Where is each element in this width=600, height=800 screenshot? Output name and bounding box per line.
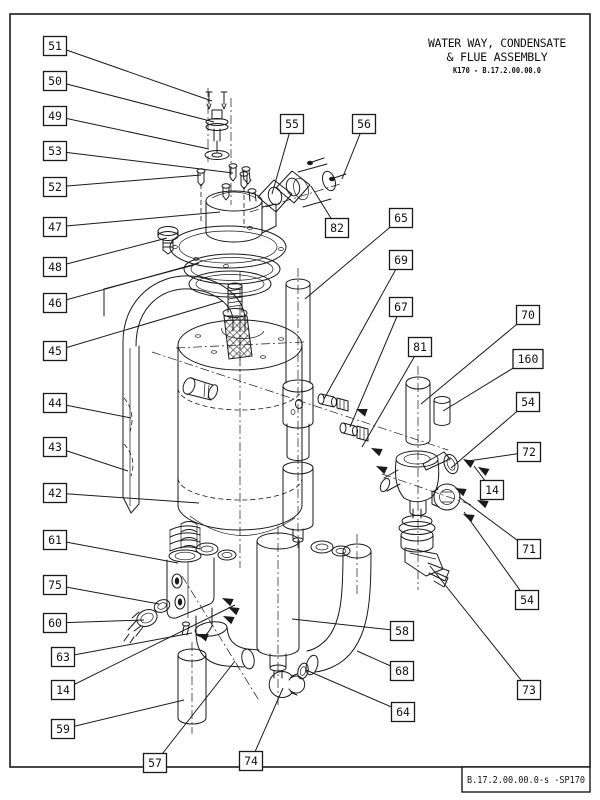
leader-line-42 bbox=[55, 493, 199, 503]
callout-number-45: 45 bbox=[48, 344, 62, 358]
callout-73 bbox=[518, 681, 541, 700]
callout-54 bbox=[517, 393, 540, 412]
callout-45 bbox=[44, 342, 67, 361]
leader-line-69 bbox=[324, 260, 401, 399]
callout-54 bbox=[516, 591, 539, 610]
leader-line-14 bbox=[63, 605, 235, 690]
callout-number-81: 81 bbox=[413, 340, 427, 354]
callout-number-70: 70 bbox=[521, 308, 535, 322]
doc-ref-block bbox=[462, 767, 590, 792]
leader-line-46 bbox=[55, 263, 199, 303]
leader-line-70 bbox=[421, 315, 528, 404]
callout-55 bbox=[281, 115, 304, 134]
leader-line-52 bbox=[55, 175, 201, 187]
callout-number-46: 46 bbox=[48, 296, 62, 310]
assembly-drawing bbox=[104, 88, 490, 734]
callout-number-57: 57 bbox=[148, 756, 162, 770]
callout-71 bbox=[518, 540, 541, 559]
callout-14 bbox=[52, 681, 75, 700]
title-line3: K170 - B.17.2.00.00.0 bbox=[453, 66, 542, 75]
callout-64 bbox=[392, 703, 415, 722]
leader-line-73 bbox=[430, 566, 529, 690]
callout-number-75: 75 bbox=[48, 578, 62, 592]
callout-42 bbox=[44, 484, 67, 503]
leader-line-49 bbox=[55, 116, 209, 149]
callout-49 bbox=[44, 107, 67, 126]
leader-line-57 bbox=[155, 661, 235, 763]
title-block bbox=[428, 36, 566, 75]
callout-number-48: 48 bbox=[48, 260, 62, 274]
callout-leaders bbox=[55, 46, 529, 763]
callout-number-42: 42 bbox=[48, 486, 62, 500]
relief-valve-drawing bbox=[399, 509, 449, 587]
callout-number-54: 54 bbox=[520, 593, 534, 607]
leader-line-50 bbox=[55, 81, 214, 122]
callout-53 bbox=[44, 142, 67, 161]
leader-line-45 bbox=[55, 301, 223, 351]
callout-43 bbox=[44, 438, 67, 457]
callout-number-160: 160 bbox=[517, 352, 539, 366]
valve-assembly-drawing bbox=[378, 451, 460, 516]
callout-number-82: 82 bbox=[330, 221, 344, 235]
callout-14 bbox=[481, 481, 504, 500]
callout-number-64: 64 bbox=[396, 705, 410, 719]
callout-number-49: 49 bbox=[48, 109, 62, 123]
callout-number-56: 56 bbox=[357, 117, 371, 131]
leader-line-55 bbox=[272, 124, 292, 194]
callout-number-73: 73 bbox=[522, 683, 536, 697]
title-line1: WATER WAY, CONDENSATE bbox=[428, 36, 567, 50]
flue-adapter-drawing bbox=[242, 158, 346, 212]
callout-number-65: 65 bbox=[394, 211, 408, 225]
callout-160 bbox=[513, 350, 543, 369]
callout-47 bbox=[44, 218, 67, 237]
callout-65 bbox=[390, 209, 413, 228]
callout-number-60: 60 bbox=[48, 616, 62, 630]
callout-75 bbox=[44, 576, 67, 595]
leader-line-81 bbox=[362, 347, 420, 447]
callout-number-44: 44 bbox=[48, 396, 62, 410]
callout-56 bbox=[353, 115, 376, 134]
callout-52 bbox=[44, 178, 67, 197]
callout-63 bbox=[52, 648, 75, 667]
callout-number-71: 71 bbox=[522, 542, 536, 556]
callout-number-14: 14 bbox=[485, 483, 499, 497]
callout-60 bbox=[44, 614, 67, 633]
callout-44 bbox=[44, 394, 67, 413]
callout-number-59: 59 bbox=[56, 722, 70, 736]
leader-line-58 bbox=[292, 619, 402, 631]
callout-51 bbox=[44, 37, 67, 56]
callout-46 bbox=[44, 294, 67, 313]
leader-line-48 bbox=[55, 238, 167, 267]
callout-number-54: 54 bbox=[521, 395, 535, 409]
leader-line-51 bbox=[55, 46, 212, 101]
leader-line-75 bbox=[55, 585, 159, 604]
callout-72 bbox=[518, 443, 541, 462]
insulation-jacket-drawing bbox=[104, 265, 245, 513]
callout-number-69: 69 bbox=[394, 253, 408, 267]
callout-number-61: 61 bbox=[48, 533, 62, 547]
callout-number-50: 50 bbox=[48, 74, 62, 88]
top-fasteners-drawing bbox=[197, 92, 248, 228]
callout-57 bbox=[144, 754, 167, 773]
callout-number-67: 67 bbox=[394, 300, 408, 314]
callout-number-52: 52 bbox=[48, 180, 62, 194]
callout-74 bbox=[240, 752, 263, 771]
callout-number-14: 14 bbox=[56, 683, 70, 697]
callout-number-53: 53 bbox=[48, 144, 62, 158]
leader-line-59 bbox=[63, 700, 184, 729]
leader-line-64 bbox=[306, 670, 403, 712]
callout-number-55: 55 bbox=[285, 117, 299, 131]
leader-line-61 bbox=[55, 540, 178, 563]
callout-68 bbox=[391, 662, 414, 681]
callout-70 bbox=[517, 306, 540, 325]
callout-81 bbox=[409, 338, 432, 357]
callout-number-58: 58 bbox=[395, 624, 409, 638]
leader-line-67 bbox=[350, 307, 401, 427]
callout-number-47: 47 bbox=[48, 220, 62, 234]
callout-61 bbox=[44, 531, 67, 550]
callout-59 bbox=[52, 720, 75, 739]
leader-line-53 bbox=[55, 151, 233, 173]
callout-number-51: 51 bbox=[48, 39, 62, 53]
callout-67 bbox=[390, 298, 413, 317]
callout-number-74: 74 bbox=[244, 754, 258, 768]
title-line2: & FLUE ASSEMBLY bbox=[446, 50, 548, 64]
leader-line-60 bbox=[55, 620, 144, 623]
callout-number-43: 43 bbox=[48, 440, 62, 454]
callout-69 bbox=[390, 251, 413, 270]
callout-82 bbox=[326, 219, 349, 238]
callout-number-63: 63 bbox=[56, 650, 70, 664]
callout-number-72: 72 bbox=[522, 445, 536, 459]
callout-48 bbox=[44, 258, 67, 277]
callout-number-68: 68 bbox=[395, 664, 409, 678]
leader-line-47 bbox=[55, 212, 220, 227]
callout-50 bbox=[44, 72, 67, 91]
leader-line-74 bbox=[251, 688, 283, 761]
doc-ref-text: B.17.2.00.00.0-s -SP170 bbox=[467, 775, 585, 786]
bottom-pipes-drawing bbox=[178, 533, 371, 724]
callout-58 bbox=[391, 622, 414, 641]
